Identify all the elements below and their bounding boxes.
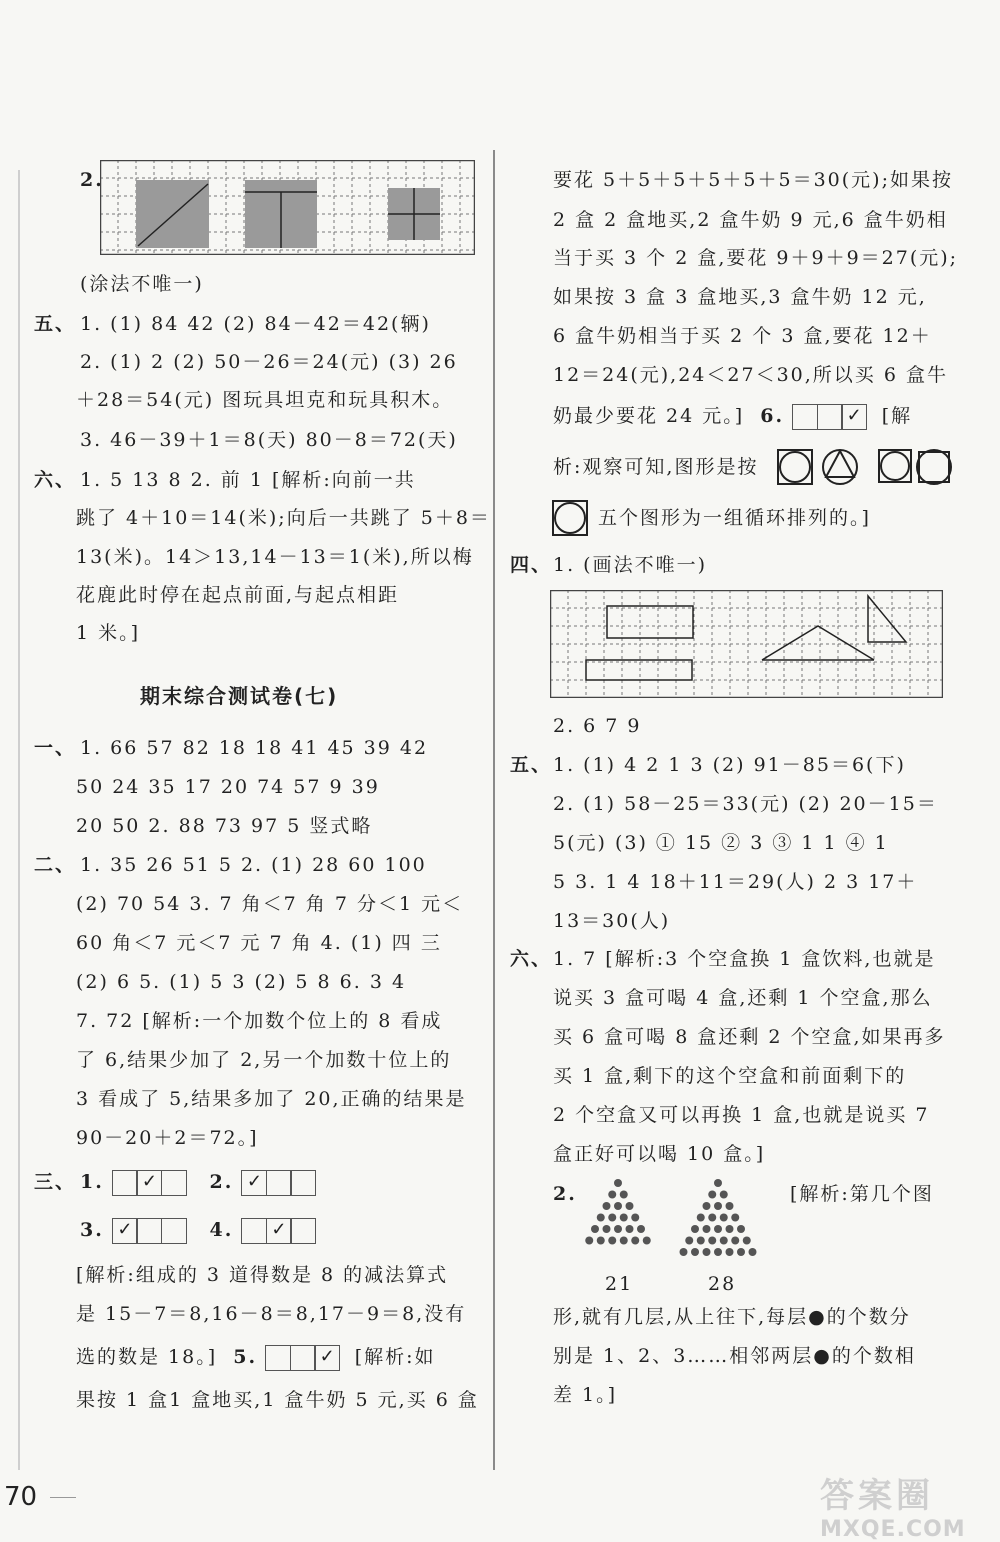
r-s6-line-7: 形,就有几层,从上往下,每层●的个数分 xyxy=(553,1306,911,1328)
r-line-6: 12＝24(元),24＜27＜30,所以买 6 盒牛 xyxy=(553,364,948,386)
dot xyxy=(726,1248,734,1256)
dot xyxy=(726,1202,734,1210)
dot xyxy=(731,1237,739,1245)
dot xyxy=(714,1179,722,1187)
choice-box xyxy=(161,1218,187,1244)
sec5-line-1: 1. (1) 84 42 (2) 84－42＝42(辆) xyxy=(80,313,431,335)
s2-line-8: 90－20＋2＝72。] xyxy=(76,1127,259,1149)
dot xyxy=(749,1248,757,1256)
dot xyxy=(608,1191,616,1199)
s3-label: 三、 xyxy=(34,1171,77,1193)
choice-box xyxy=(266,1170,292,1196)
choice-box xyxy=(817,404,843,430)
s1-line-3: 20 50 2. 88 73 97 5 竖式略 xyxy=(76,815,373,837)
r-s5-line-5: 13＝30(人) xyxy=(553,910,671,932)
dot xyxy=(603,1202,611,1210)
dot xyxy=(703,1225,711,1233)
triangle-count-1: 21 xyxy=(605,1273,634,1295)
page-number: 70 xyxy=(4,1482,38,1512)
dot xyxy=(691,1248,699,1256)
r-s6-q2-tail: [解析:第几个图 xyxy=(790,1183,934,1205)
q2-label: 2. xyxy=(80,169,104,191)
watermark-site: MXQE.COM xyxy=(820,1517,966,1542)
sec5-line-3: ＋28＝54(元) 图玩具坦克和玩具积木。 xyxy=(76,389,454,411)
r-s6-line-2: 说买 3 盒可喝 4 盒,还剩 1 个空盒,那么 xyxy=(553,987,933,1009)
dot xyxy=(620,1214,628,1222)
sec5-line-4: 3. 46－39＋1＝8(天) 80－8＝72(天) xyxy=(80,429,458,451)
dot-triangles xyxy=(570,1175,780,1270)
s3-line-1: [解析:组成的 3 道得数是 8 的减法算式 xyxy=(76,1264,449,1286)
dot xyxy=(697,1214,705,1222)
dot xyxy=(737,1225,745,1233)
s3-line-2: 是 15－7＝8,16－8＝8,17－9＝8,没有 xyxy=(76,1303,467,1325)
r-s4-line-2: 2. 6 7 9 xyxy=(553,715,642,737)
dot xyxy=(614,1225,622,1233)
choice-box: ✓ xyxy=(266,1218,292,1244)
square-circle-shape xyxy=(551,499,589,537)
r-s6-line-9: 差 1。] xyxy=(553,1384,618,1406)
s2-line-2: (2) 70 54 3. 7 角＜7 角 7 分＜1 元＜ xyxy=(76,893,464,915)
dot xyxy=(597,1237,605,1245)
r-line-7: 奶最少要花 24 元。] 6. ✓ [解 xyxy=(553,404,912,430)
r-line-3: 当于买 3 个 2 盒,要花 9＋9＋9＝27(元); xyxy=(553,247,959,269)
watermark-logo: 答案圈 xyxy=(820,1476,934,1516)
sec5-label: 五、 xyxy=(34,313,77,335)
dot xyxy=(703,1248,711,1256)
dot xyxy=(637,1225,645,1233)
sec6-line-3: 13(米)。14＞13,14－13＝1(米),所以梅 xyxy=(76,546,474,568)
r-s6-line-1: 1. 7 [解析:3 个空盒换 1 盒饮料,也就是 xyxy=(553,948,936,970)
s1-line-1: 1. 66 57 82 18 18 41 45 39 42 xyxy=(80,737,429,759)
q2-note: (涂法不唯一) xyxy=(80,273,204,295)
dot xyxy=(708,1214,716,1222)
dot xyxy=(720,1237,728,1245)
r-s6-line-5: 2 个空盒又可以再换 1 盒,也就是说买 7 xyxy=(553,1104,930,1126)
r-s5-line-1: 1. (1) 4 2 1 3 (2) 91－85＝6(下) xyxy=(553,754,906,776)
s2-line-6: 了 6,结果少加了 2,另一个加数十位上的 xyxy=(76,1049,452,1071)
rectangle-drawing xyxy=(607,606,693,638)
dot xyxy=(591,1225,599,1233)
column-divider xyxy=(493,150,495,1470)
r-s6-line-8: 别是 1、2、3……相邻两层●的个数相 xyxy=(553,1345,916,1367)
choice-box: ✓ xyxy=(241,1170,267,1196)
shape-sequence xyxy=(776,447,952,487)
drawing-grid xyxy=(550,590,943,698)
r-line-1: 要花 5＋5＋5＋5＋5＋5＝30(元);如果按 xyxy=(553,169,953,191)
sec5-line-2: 2. (1) 2 (2) 50－26＝24(元) (3) 26 xyxy=(80,351,458,373)
s3-q1: 1. ✓ 2. ✓ xyxy=(80,1170,315,1196)
dot xyxy=(731,1214,739,1222)
dot xyxy=(643,1237,651,1245)
dot xyxy=(608,1214,616,1222)
dot xyxy=(626,1225,634,1233)
r-line-8: 析:观察可知,图形是按 xyxy=(553,456,759,478)
r-s6-label: 六、 xyxy=(510,948,553,970)
dot xyxy=(603,1225,611,1233)
sec6-line-1: 1. 5 13 8 2. 前 1 [解析:向前一共 xyxy=(80,469,416,491)
r-s4-line-1: 1. (画法不唯一) xyxy=(553,554,707,576)
r-s6-line-3: 买 6 盒可喝 8 盒还剩 2 个空盒,如果再多 xyxy=(553,1026,946,1048)
dot xyxy=(726,1225,734,1233)
s2-line-1: 1. 35 26 51 5 2. (1) 28 60 100 xyxy=(80,854,427,876)
r-s4-label: 四、 xyxy=(510,554,553,576)
dot xyxy=(614,1202,622,1210)
r-s6-line-6: 盒正好可以喝 10 盒。] xyxy=(553,1143,766,1165)
dot xyxy=(708,1237,716,1245)
r-line-2: 2 盒 2 盒地买,2 盒牛奶 9 元,6 盒牛奶相 xyxy=(553,209,948,231)
dot xyxy=(631,1237,639,1245)
choice-box xyxy=(136,1218,162,1244)
watermark xyxy=(820,1468,966,1542)
shaded-squares-grid xyxy=(100,160,475,255)
choice-box xyxy=(241,1218,267,1244)
r-line-5: 6 盒牛奶相当于买 2 个 3 盒,要花 12＋ xyxy=(553,325,932,347)
choice-box xyxy=(265,1345,291,1371)
choice-box xyxy=(792,404,818,430)
triangle-drawing xyxy=(762,626,874,660)
exam-title: 期末综合测试卷(七) xyxy=(140,684,339,708)
r-s5-line-3: 5(元) (3) ① 15 ② 3 ③ 1 1 ④ 1 xyxy=(553,832,889,854)
dot xyxy=(608,1237,616,1245)
r-s5-line-4: 5 3. 1 4 18＋11＝29(人) 2 3 17＋ xyxy=(553,871,918,893)
s3-line-4: 果按 1 盒1 盒地买,1 盒牛奶 5 元,买 6 盒 xyxy=(76,1389,479,1411)
dot xyxy=(714,1225,722,1233)
sec6-line-4: 花鹿此时停在起点前面,与起点相距 xyxy=(76,584,400,606)
s2-line-4: (2) 6 5. (1) 5 3 (2) 5 8 6. 3 4 xyxy=(76,971,407,993)
dot xyxy=(620,1237,628,1245)
dot xyxy=(714,1202,722,1210)
s3-q3: 3. ✓ 4. ✓ xyxy=(80,1218,315,1244)
r-s5-line-2: 2. (1) 58－25＝33(元) (2) 20－15＝ xyxy=(553,793,938,815)
dot xyxy=(737,1248,745,1256)
choice-box xyxy=(161,1170,187,1196)
s2-line-3: 60 角＜7 元＜7 元 7 角 4. (1) 四 三 xyxy=(76,932,442,954)
dot xyxy=(703,1202,711,1210)
choice-box: ✓ xyxy=(136,1170,162,1196)
dot xyxy=(626,1202,634,1210)
dot xyxy=(743,1237,751,1245)
footer-rule xyxy=(50,1497,76,1498)
dot xyxy=(597,1214,605,1222)
triangle-count-2: 28 xyxy=(708,1273,737,1295)
choice-box: ✓ xyxy=(112,1218,138,1244)
s2-line-7: 3 看成了 5,结果多加了 20,正确的结果是 xyxy=(76,1088,467,1110)
dot xyxy=(697,1237,705,1245)
r-s6-q2: 2. xyxy=(553,1183,577,1205)
dot xyxy=(685,1237,693,1245)
r-s5-label: 五、 xyxy=(510,754,553,776)
dot xyxy=(720,1191,728,1199)
dot xyxy=(620,1191,628,1199)
choice-box xyxy=(290,1170,316,1196)
s3-q5: 选的数是 18。] 5. ✓ [解析:如 xyxy=(76,1345,436,1371)
sec6-line-2: 跳了 4＋10＝14(米);向后一共跳了 5＋8＝ xyxy=(76,507,491,529)
dot xyxy=(714,1248,722,1256)
dot xyxy=(691,1225,699,1233)
r-line-4: 如果按 3 盒 3 盒地买,3 盒牛奶 12 元, xyxy=(553,286,927,308)
s1-label: 一、 xyxy=(34,737,77,759)
sec6-label: 六、 xyxy=(34,469,77,491)
choice-box xyxy=(290,1345,316,1371)
dot xyxy=(631,1214,639,1222)
s2-line-5: 7. 72 [解析:一个加数个位上的 8 看成 xyxy=(76,1010,443,1032)
choice-box: ✓ xyxy=(314,1345,340,1371)
choice-box xyxy=(290,1218,316,1244)
page-edge-shadow xyxy=(18,170,20,1470)
choice-box: ✓ xyxy=(841,404,867,430)
dot xyxy=(708,1191,716,1199)
right-triangle-drawing xyxy=(868,596,906,642)
choice-box xyxy=(112,1170,138,1196)
dot xyxy=(680,1248,688,1256)
dot xyxy=(720,1214,728,1222)
sec6-line-5: 1 米。] xyxy=(76,622,141,644)
dot xyxy=(614,1179,622,1187)
s1-line-2: 50 24 35 17 20 74 57 9 39 xyxy=(76,776,380,798)
s2-label: 二、 xyxy=(34,854,77,876)
r-line-9: 五个图形为一组循环排列的。] xyxy=(598,507,871,529)
r-s6-line-4: 买 1 盒,剩下的这个空盒和前面剩下的 xyxy=(553,1065,907,1087)
dot xyxy=(585,1237,593,1245)
